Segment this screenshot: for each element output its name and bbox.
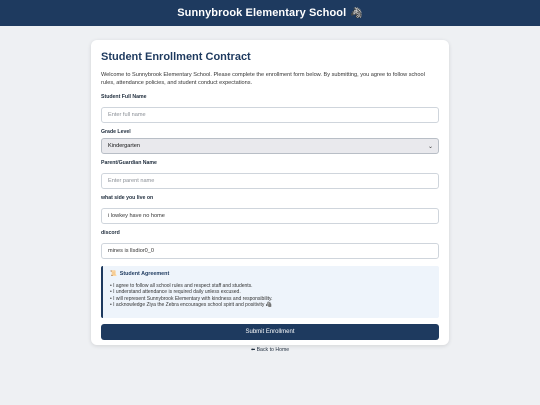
- grade-field: [101, 129, 439, 154]
- discord-field: [101, 230, 439, 259]
- parent-name-input[interactable]: [101, 173, 439, 189]
- site-title: Sunnybrook Elementary School 🦓: [177, 7, 363, 19]
- scroll-icon: 📜: [110, 271, 117, 277]
- enrollment-card: [91, 40, 449, 353]
- side-label: what side you live on: [101, 195, 154, 201]
- intro-text: Welcome to Sunnybrook Elementary School. Please complete the enrollment form below. By submitting, you agree to follow school rules, attendance policies, and student conduct expectations.: [101, 72, 425, 86]
- agreement-title: 📜 Student Agreement: [110, 271, 170, 277]
- parent-name-label: Parent/Guardian Name: [101, 160, 157, 166]
- grade-label: Grade Level: [101, 129, 131, 135]
- discord-input[interactable]: [101, 243, 439, 259]
- grade-select[interactable]: [101, 138, 439, 154]
- page-title: Student Enrollment Contract: [101, 51, 251, 63]
- submit-enrollment-button[interactable]: Submit Enrollment: [101, 324, 439, 340]
- student-name-field: [101, 94, 439, 123]
- parent-name-field: [101, 160, 439, 189]
- grade-selected-value: Kindergarten: [108, 143, 141, 149]
- discord-label: discord: [101, 230, 120, 236]
- side-field: [101, 195, 439, 224]
- back-to-home-link[interactable]: ⬅ Back to Home: [250, 347, 290, 353]
- student-name-input[interactable]: [101, 107, 439, 123]
- student-name-label: Student Full Name: [101, 94, 147, 100]
- side-input[interactable]: [101, 208, 439, 224]
- chevron-down-icon: ⌄: [427, 143, 433, 150]
- zebra-icon: 🦓: [350, 8, 363, 19]
- agreement-line: • I agree to follow all school rules and respect staff and students.: [110, 283, 253, 289]
- agreement-line: • I understand attendance is required daily unless excused.: [110, 289, 241, 296]
- agreement-line: • I will represent Sunnybrook Elementary with kindness and responsibility.: [110, 295, 273, 302]
- agreement-line: • I acknowledge Ziya the Zebra encourages school spirit and positivity 🦓: [110, 302, 272, 309]
- student-agreement-box: [101, 266, 439, 318]
- top-header: [0, 0, 540, 26]
